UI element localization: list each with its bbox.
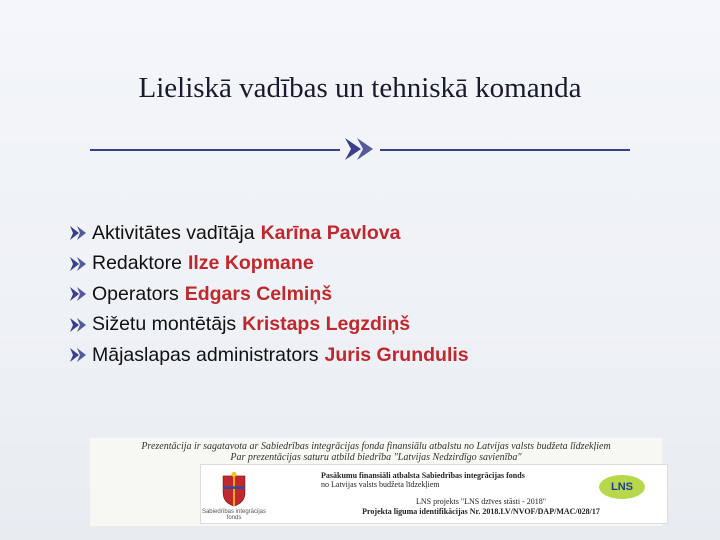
list-item (68, 279, 469, 310)
project-line2: Projekta līguma identifikācijas Nr. 2018.LV/NVOF/DAP/MAC/028/17 (362, 507, 600, 516)
list-item (68, 249, 469, 280)
divider-line-right (380, 149, 630, 151)
project-line1: LNS projekts "LNS dzīves stāsti - 2018" (415, 497, 547, 506)
slide-title: Lieliskā vadības un tehniskā komanda (138, 72, 582, 104)
bullet-icon (68, 254, 90, 274)
funding-notice-line2: Par prezentācijas saturu atbild biedrība "Latvijas Nedzirdīgo savienība" (230, 452, 522, 463)
team-member-name: Juris Grundulis (324, 343, 469, 366)
title-divider (90, 128, 630, 168)
fund-line2: no Latvijas valsts budžeta līdzekļiem (321, 480, 440, 489)
project-info (351, 497, 611, 517)
team-role: Aktivitātes vadītāja (92, 221, 255, 244)
coat-of-arms-icon (207, 471, 261, 511)
divider-line-left (90, 149, 340, 151)
bullet-icon (68, 345, 90, 365)
team-member-name: Karīna Pavlova (260, 221, 401, 244)
lns-logo: LNS (599, 475, 645, 499)
bullet-icon (68, 284, 90, 304)
team-member-name: Ilze Kopmane (187, 252, 314, 275)
team-role: Mājaslapas administrators (92, 343, 319, 366)
list-item (68, 340, 469, 371)
fund-line1: Pasākumu finansiāli atbalsta Sabiedrības integrācijas fonds (321, 471, 525, 480)
ornament-icon (343, 132, 377, 166)
fund-text (321, 471, 581, 489)
logo-strip (200, 464, 668, 524)
team-role: Sižetu montētājs (92, 313, 237, 336)
bullet-icon (68, 223, 90, 243)
funding-banner (90, 438, 662, 526)
list-item (68, 218, 469, 249)
bullet-icon (68, 315, 90, 335)
crest-caption: Sabiedrības integrācijas fonds (201, 509, 267, 521)
team-list (68, 218, 469, 371)
list-item (68, 310, 469, 341)
team-role: Redaktore (92, 252, 182, 275)
team-role: Operators (92, 282, 179, 305)
team-member-name: Kristaps Legzdiņš (242, 313, 411, 336)
funding-notice-line1: Prezentācija ir sagatavota ar Sabiedrības integrācijas fonda finansiālu atbalstu no Latvijas valsts budžeta līdzekļiem (141, 441, 611, 452)
team-member-name: Edgars Celmiņš (184, 282, 333, 305)
